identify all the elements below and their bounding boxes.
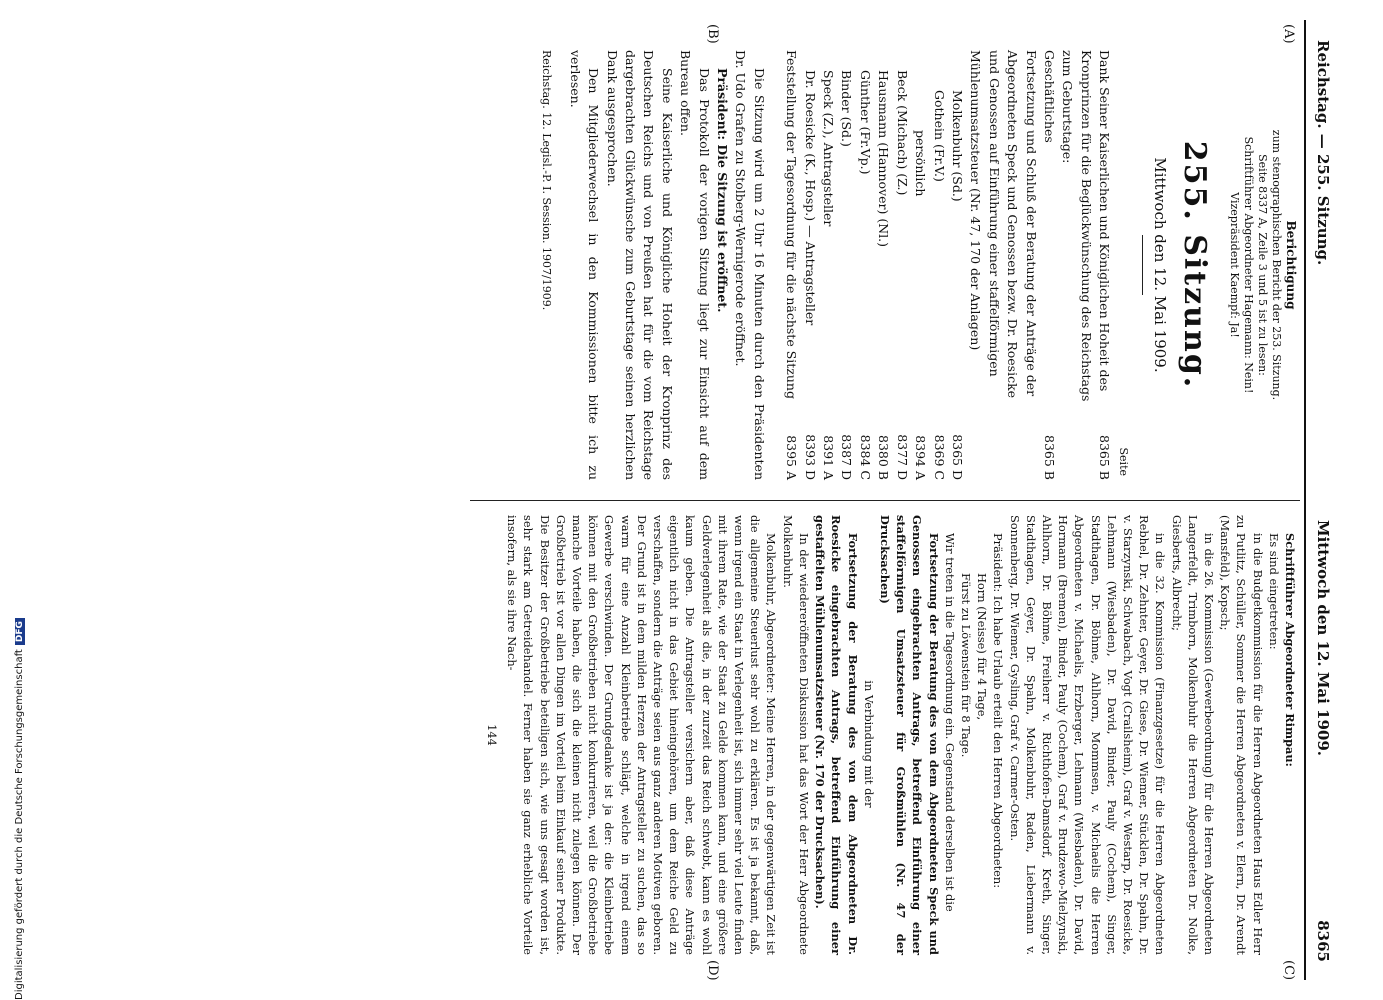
body-paragraph: Das Protokoll der vorigen Sitzung liegt zur Einsicht auf dem Bureau offen. (678, 50, 712, 480)
toc-page: 8384 C (857, 434, 873, 480)
toc-entry (1058, 50, 1113, 480)
header-center: Mittwoch den 12. Mai 1909. (1314, 520, 1332, 757)
session-title: 255. Sitzung. (1177, 140, 1212, 390)
toc-text: Fortsetzung und Schluß der Beratung der Anträge der Abgeordneten Speck und Genossen bezw. Dr. Roesicke und Genossen auf Einführung einer staffelförmigen Mühlenumsatzsteuer (Nr. 47, 170 der Anlagen) (968, 50, 1039, 399)
toc-text: Feststellung der Tagesordnung für die nächste Sitzung (784, 50, 800, 399)
toc-entry (837, 50, 855, 480)
toc-entry (929, 50, 947, 480)
toc-text: Beck (Michach) (Z.) (894, 70, 910, 196)
body-paragraph: Die Sitzung wird um 2 Uhr 16 Minuten durch den Präsidenten Dr. Udo Grafen zu Stolberg-Wernigerode eröffnet. (733, 50, 767, 480)
toc-entry (874, 50, 892, 480)
title-rule (1142, 235, 1143, 295)
correction-line: zum stenographischen Bericht der 253. Sitzung. (1270, 129, 1283, 401)
body-paragraph: Fürst zu Löwenstein für 8 Tage. (958, 573, 973, 758)
toc-text: Geschäftliches (1041, 50, 1057, 143)
toc-entry (966, 50, 1040, 480)
body-paragraph: Horn (Neisse) für 4 Tage, (975, 573, 990, 721)
toc-entry (892, 50, 910, 480)
body-paragraph: In der wiedereröffneten Diskussion hat das Wort der Herr Abgeordnete Molkenbuhr. (780, 515, 811, 955)
body-paragraph: Wir treten in die Tagesordnung ein. Gegenstand derselben ist die (942, 533, 957, 912)
toc-text: Hausmann (Hannover) (Nl.) (876, 70, 892, 248)
body-paragraph: Seine Kaiserliche und Königliche Hoheit der Kronprinz des Deutschen Reichs und von Preußen hat für die vom Reichstage dargebrachten Glückwünsche zum Geburtstage seinen herzlichen Dank ausgesprochen. (604, 50, 675, 480)
toc-text: Gothein (Fr.V.) (931, 90, 947, 182)
seite-label: Seite (1116, 447, 1130, 476)
body-paragraph: Fortsetzung der Beratung des von dem Abgeordneten Speck und Genossen eingebrachten Antrags, betreffend Einführung einer staffelförmigen Umsatzsteuer für Großmühlen (Nr. 47 der Drucksachen) (877, 515, 941, 955)
body-paragraph: Schriftführer Abgeordneter Rimpau: (1283, 533, 1297, 767)
body-paragraph: Präsident: Die Sitzung ist eröffnet. (715, 68, 731, 313)
toc-page: 8391 A (821, 435, 837, 480)
toc-page: 8380 B (876, 435, 892, 480)
rotated-page-content (10, 20, 1340, 980)
correction-line: Seite 8337 A, Zeile 3 und 5 ist zu lesen: (1256, 154, 1269, 376)
body-paragraph: Fortsetzung der Beratung des von dem Abgeordneten Dr. Roesicke eingebrachten Antrags, betreffend Einführung einer gestaffelten Mühlenumsatzsteuer (Nr. 170 der Drucksachen). (813, 515, 860, 955)
toc-entry (819, 50, 837, 480)
toc-page: 8387 D (839, 434, 855, 480)
page-number: 8365 (1314, 920, 1332, 962)
toc-entry (782, 50, 800, 480)
toc-text: Günther (Fr.Vp.) (857, 70, 873, 175)
correction-line: Vizepräsident Kaempf: Ja! (1228, 192, 1241, 338)
marker-c: (C) (1281, 960, 1296, 981)
toc-entry (856, 50, 874, 480)
toc-text: Speck (Z.), Antragsteller (821, 70, 837, 227)
body-paragraph: Präsident: Ich habe Urlaub erteilt den Herren Abgeordneten: (991, 533, 1006, 889)
toc-page: 8394 A (913, 435, 929, 480)
toc-page: 8369 C (931, 434, 947, 480)
opening-section (565, 50, 767, 480)
toc-page: 8365 B (1041, 435, 1057, 480)
toc-text: Dr. Roesicke (K., Hosp.) — Antragsteller (802, 70, 818, 326)
toc-text: persönlich (913, 130, 929, 197)
header-left: Reichstag. — 255. Sitzung. (1314, 40, 1332, 266)
body-paragraph: in die Budgetkommission für die Herren Abgeordneten Haus Edler Herr zu Putlitz, Schüller, Sommer die Herren Abgeordneten v. Elern, Dr. Arendt (Mansfeld), Kopsch; (1218, 515, 1265, 955)
credit-text: Digitalisierung gefördert durch die Deutsche Forschungsgemeinschaft (14, 649, 25, 1000)
body-paragraph: Molkenbuhr, Abgeordneter: Meine Herren, in der gegenwärtigen Zeit ist die allgemeine Steuerlust sehr wohl zu erklären. Es ist ja bekannt, daß, wenn irgend ein Staat in Verlegenheit ist, sich immer sehr viel Leute finden mit ihrem Rate, wie der Staat zu Gelde kommen kann, und eine größere Geldverlegenheit als die, in der zurzeit das Reich schwebt, kann es wohl kaum geben. Die Antragsteller versichern aber, daß diese Anträge eigentlich nicht in das Gebiet hineingehören, um dem Reiche Geld zu verschaffen, sondern die Anträge seien aus ganz anderen Motiven geboren. Der Grund ist in dem milden Herzen der Antragsteller zu suchen, das so warm für eine Anzahl Kleinbetriebe schlägt, welche in irgend einem Gewerbe verschwinden. Der Grundgedanke ist ja der: die Kleinbetriebe können mit den Großbetrieben nicht konkurrieren, weil die Großbetriebe manche Vorteile haben, die sich die kleinen nicht zulegen können. Der Großbetrieb ist vor allen Dingen im Vorteil beim Einkauf seiner Produkte. Die Besitzer der Großbetriebe beteiligen sich, wie uns gesagt worden ist, sehr stark am Getreidehandel. Ferner haben sie ganz erhebliche Vorteile insofern, als sie ihre Nach- (505, 515, 779, 955)
toc-text: Dank Seiner Kaiserlichen und Königlichen Hoheit des Kronprinzen für die Beglückwünschung des Reichstags zum Geburtstage: (1060, 50, 1113, 402)
body-paragraph: in Verbindung mit der (861, 680, 876, 808)
toc-entry (800, 50, 818, 480)
session-date: Mittwoch den 12. Mai 1909. (1151, 157, 1169, 373)
running-header (1304, 20, 1340, 980)
column-divider (470, 500, 1300, 501)
correction-title: Berichtigung (1284, 220, 1298, 310)
toc-page: 8377 D (894, 434, 910, 480)
toc-text: Binder (Sd.) (839, 70, 855, 147)
body-paragraph: Es sind eingetreten: (1266, 533, 1281, 650)
body-paragraph: in die 26. Kommission (Gewerbeordnung) für die Herren Abgeordneten Langerfeldt, Trimborn, Molkenbuhr die Herren Abgeordneten Dr. Nolke, Giesberts, Albrecht; (1169, 515, 1216, 955)
body-paragraph: Den Mitgliederwechsel in den Kommissionen bitte ich zu verlesen. (567, 50, 602, 480)
body-paragraph: in die 32. Kommission (Finanzgesetze) für die Herren Abgeordneten Rebhel, Dr. Zehnter, Geyer, Dr. Giese, Dr. Wiemer, Stücklen, Dr. Spahn, Dr. v. Starzynski, Schwabach, Vogt (Crailsheim), Graf v. Westarp, Dr. Roesicke, Lehmann (Wiesbaden), Dr. David, Binder, Pauly (Cochem), Singer, Stadthagen, Dr. Böhme, Ahlhorn, Mommsen, v. Michaelis die Herren Abgeordneten v. Michaelis, Erzberger, Lehmann (Wiesbaden), Dr. David, Hormann (Bremen), Binder, Pauly (Cochem), Graf v. Brudzewo-Mielzynski, Ahlhorn, Dr. Böhme, Freiherr v. Richthofen-Damsdorf, Kreth, Singer, Stadthagen, Geyer, Dr. Spahn, Molkenbuhr, Raden, Liebermann v. Sonnenberg, Dr. Wiemer, Gysling, Graf v. Carmer-Osten. (1007, 515, 1168, 955)
right-column (484, 515, 1298, 955)
digitization-credit (0, 608, 25, 1000)
marker-a: (A) (1281, 24, 1296, 44)
marker-d: (D) (705, 960, 720, 981)
left-column (537, 50, 1298, 480)
toc-page: 8365 B (1097, 435, 1113, 480)
toc-entry (1040, 50, 1058, 480)
toc-text: Molkenbuhr (Sd.) (949, 90, 965, 202)
toc-entry (911, 50, 929, 480)
toc-page: 8395 A (784, 435, 800, 480)
table-of-contents (782, 50, 1113, 480)
toc-page: 8393 D (802, 434, 818, 480)
toc-page: 8365 D (949, 434, 965, 480)
footer-left: Reichstag. 12. Legisl.-P. I. Session. 1907/1909. (540, 50, 554, 311)
dfg-logo: DFG (15, 618, 25, 645)
toc-page (966, 420, 1040, 480)
correction-notice (1227, 50, 1298, 480)
marker-b: (B) (705, 24, 720, 44)
toc-entry (948, 50, 966, 480)
correction-line: Schriftführer Abgeordneter Hagemann: Nein! (1242, 136, 1255, 394)
footer-right: 144 (485, 724, 500, 746)
